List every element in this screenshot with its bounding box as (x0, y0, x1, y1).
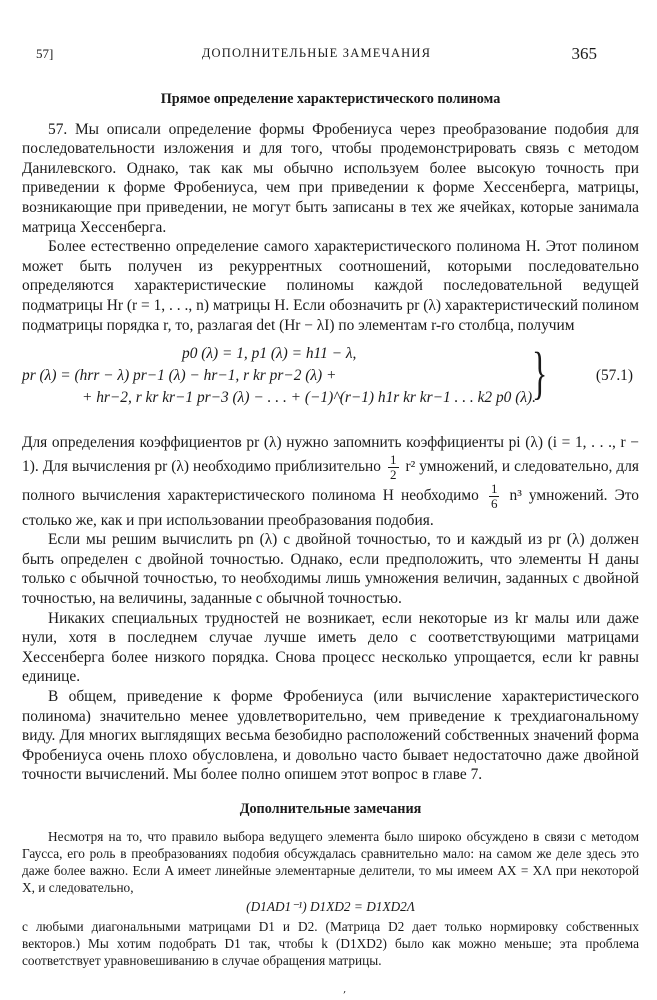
running-header (36, 44, 597, 68)
note-paragraph: с любыми диагональными матрицами D1 и D2. (Матрица D2 дает только нормировку собственных векторов.) Мы хотим подобрать D1 так, чтобы k (D1XD2) было как можно меньше; эта проблема соответствует уравновешиванию в случае обращения матрицы. (22, 918, 639, 969)
section-number: 57] (36, 46, 54, 61)
paragraph: Для определения коэффициентов pr (λ) нужно запомнить коэффициенты pi (λ) (i = 1, . . ., r − 1). Для вычисления pr (λ) необходимо приблизительно $\frac{1}{2}$ r² умножений, и следовательно, для полного вычисления характеристического полинома H необходимо $\frac{1}{6}$ n³ умножений. Это столько же, как и при использовании преобразования подобия. (22, 434, 639, 529)
equation-number: (57.1) (595, 367, 633, 384)
running-title: ДОПОЛНИТЕЛЬНЫЕ ЗАМЕЧАНИЯ (201, 46, 432, 60)
fraction: $\frac{1}{2}$ (390, 451, 397, 482)
equation-line: p0 (λ) = 1, p1 (λ) = h11 − λ, (182, 345, 357, 362)
equation-57-1 (22, 340, 639, 423)
section-heading: Прямое определение характеристического полинома (160, 91, 501, 107)
equation-line: + hr−2, r kr kr−1 pr−3 (λ) − . . . + (−1)^(r−1) h1r kr kr−1 . . . k2 p0 (λ). (82, 389, 536, 406)
fraction: $\frac{1}{6}$ (490, 480, 498, 511)
notes-text (22, 828, 639, 970)
page-number: 365 (571, 44, 597, 63)
notes-section (22, 800, 639, 969)
footer-mark: ‚ (343, 984, 347, 995)
paragraph: Более естественно определение самого характеристического полинома H. Этот полином может быть получен из рекуррентных соотношений, которыми последовательно определяются характеристические полиномы каждой последовательной ведущей подматрицы Hr (r = 1, . . ., n) матрицы H. Если обозначить pr (λ) характеристический полином подматрицы порядка r, то, разлагая det (Hr − λI) по элементам r-го столбца, получим (22, 238, 639, 334)
notes-heading: Дополнительные замечания (239, 801, 422, 817)
paragraph: Никаких специальных трудностей не возникает, если некоторые из kr малы или даже нули, хотя в последнем случае лучше иметь дело с соответствующими матрицами Хессенберга более низкого порядка. Снова процесс несколько упрощается, если kr равны единице. (22, 609, 639, 686)
main-text-top (22, 90, 639, 335)
note-formula: (D1AD1⁻¹) D1XD2 = D1XD2Λ (246, 899, 415, 915)
paragraph: 57. Мы описали определение формы Фробениуса через преобразование подобия для последовательности изложения и для того, чтобы продемонстрировать связь с методом Данилевского. Однако, так как мы обычно используем более высокую точность при приведении к форме Фробениуса, чем при приведении к форме Хессенберга, матрицы, возникающие при приведении, не могут быть записаны в тех же ячейках, которые занимала матрица Хессенберга. (22, 120, 639, 236)
right-brace: } (532, 340, 548, 405)
paragraph: Если мы решим вычислить pn (λ) с двойной точностью, то и каждый из pr (λ) должен быть определен с двойной точностью. Однако, если предположить, что элементы H даны только с обычной точностью, то необходимы лишь умножения величин, заданных с двойной точностью, на величины, заданные с обычной точностью. (22, 531, 639, 607)
paragraph: В общем, приведение к форме Фробениуса (или вычисление характеристического полинома) значительно менее удовлетворительно, чем приведение к трехдиагональному виду. Для многих выглядящих весьма безобидно расположений собственных значений форма Фробениуса очень плохо обусловлена, и довольно часто бывает недостаточно даже двойной точности вычислений. Мы более полно опишем этот вопрос в главе 7. (22, 687, 639, 784)
main-text-middle (22, 433, 639, 785)
equation-line: pr (λ) = (hrr − λ) pr−1 (λ) − hr−1, r kr pr−2 (λ) + (22, 367, 337, 384)
note-paragraph: Несмотря на то, что правило выбора ведущего элемента было широко обсуждено в связи с методом Гаусса, его роль в преобразованиях подобия обсуждалась сравнительно мало: на самом же деле здесь это даже более важно. Если A имеет линейные элементарные делители, то мы имеем AX = XΛ при некоторой X, и следовательно, (22, 828, 639, 896)
